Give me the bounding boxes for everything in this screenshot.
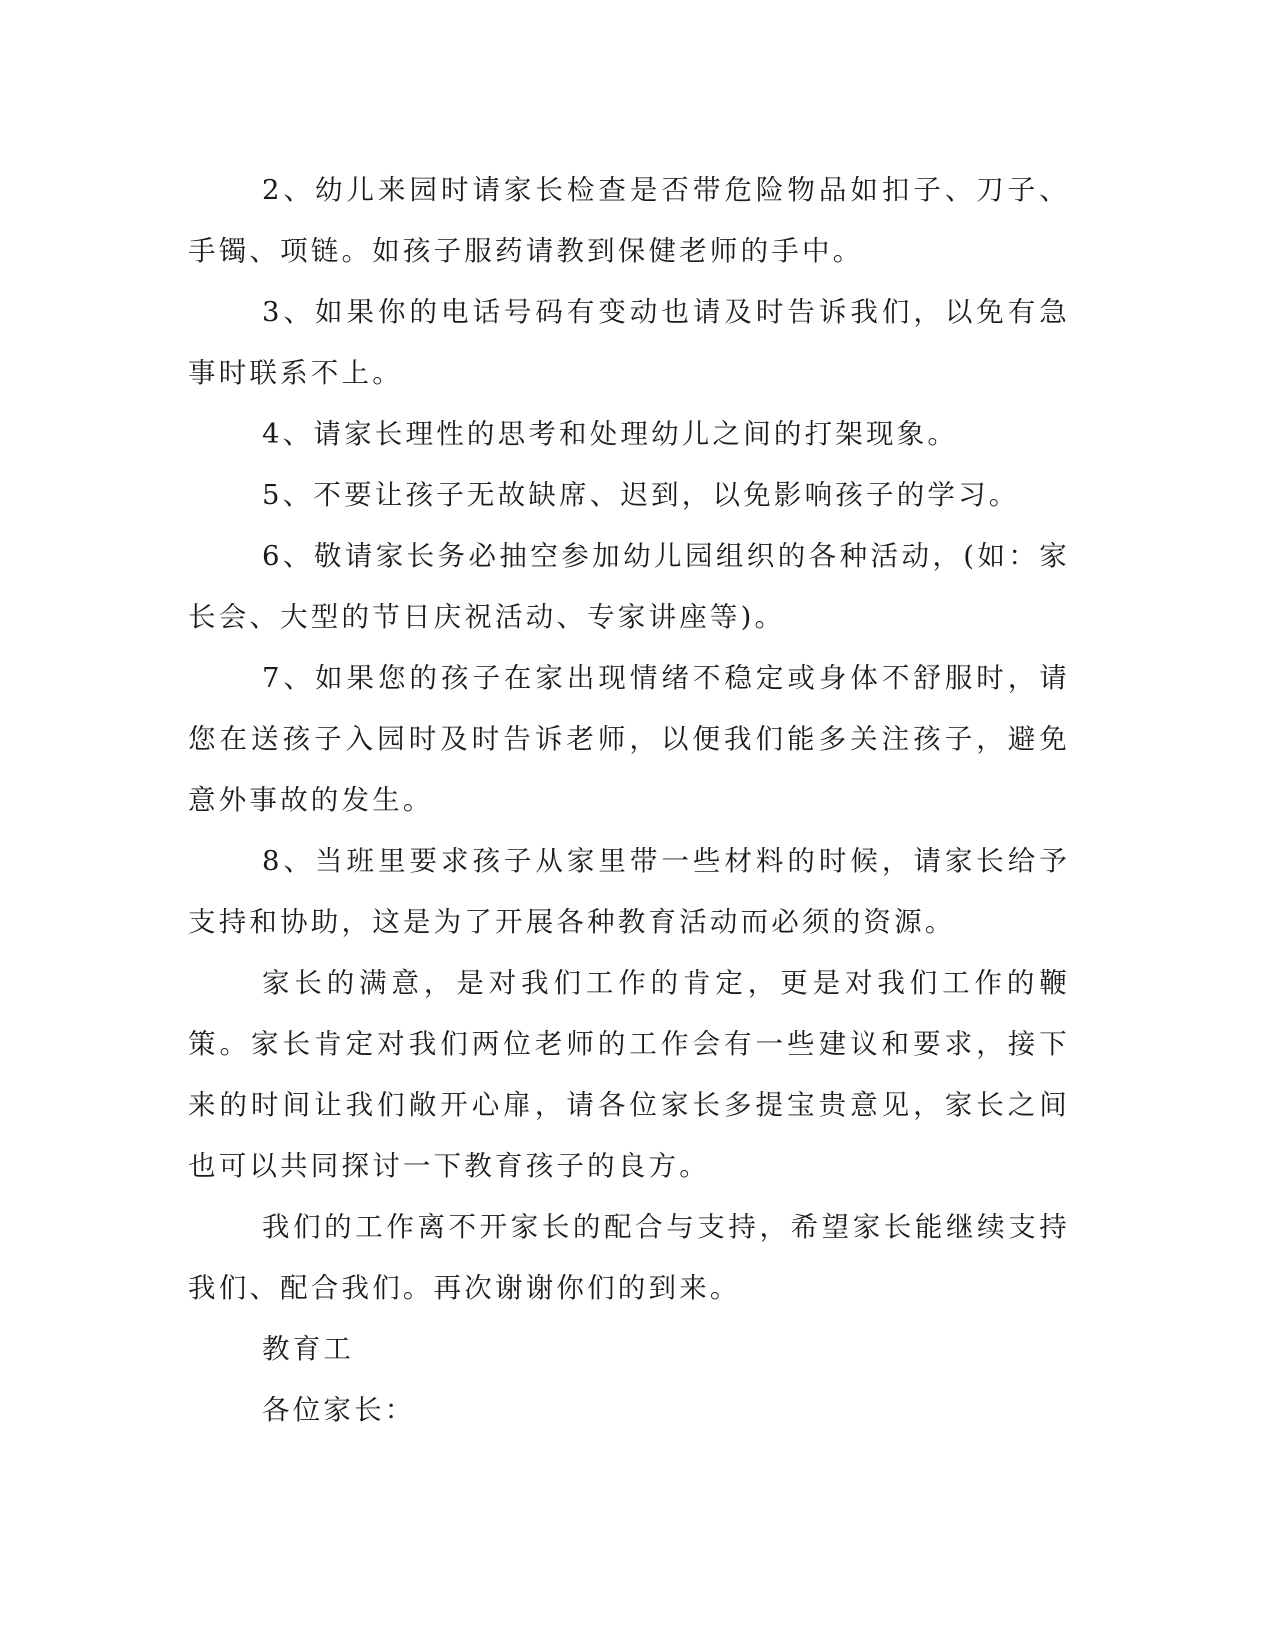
paragraph-thanks: 我们的工作离不开家长的配合与支持，希望家长能继续支持我们、配合我们。再次谢谢你们的到来。 bbox=[188, 1211, 1070, 1304]
paragraph-item-3-phone-change: 3、如果你的电话号码有变动也请及时告诉我们，以免有急事时联系不上。 bbox=[188, 296, 1070, 389]
paragraph-item-2-safety-check: 2、幼儿来园时请家长检查是否带危险物品如扣子、刀子、手镯、项链。如孩子服药请教到保健老师的手中。 bbox=[188, 174, 1070, 267]
paragraph-item-5-attendance: 5、不要让孩子无故缺席、迟到，以免影响孩子的学习。 bbox=[262, 479, 1020, 511]
paragraph-salutation: 各位家长： bbox=[262, 1394, 416, 1426]
paragraph-satisfaction: 家长的满意，是对我们工作的肯定，更是对我们工作的鞭策。家长肯定对我们两位老师的工作会有一些建议和要求，接下来的时间让我们敞开心扉，请各位家长多提宝贵意见，家长之间也可以共同探讨一下教育孩子的良方。 bbox=[188, 967, 1070, 1182]
paragraph-item-6-activities: 6、敬请家长务必抽空参加幼儿园组织的各种活动，(如：家长会、大型的节日庆祝活动、专家讲座等)。 bbox=[188, 540, 1070, 633]
document-body bbox=[188, 160, 1070, 1441]
paragraph-item-7-health: 7、如果您的孩子在家出现情绪不稳定或身体不舒服时，请您在送孩子入园时及时告诉老师，以便我们能多关注孩子，避免意外事故的发生。 bbox=[188, 662, 1070, 816]
paragraph-item-4-conflicts: 4、请家长理性的思考和处理幼儿之间的打架现象。 bbox=[262, 418, 959, 450]
paragraph-item-8-materials: 8、当班里要求孩子从家里带一些材料的时候，请家长给予支持和协助，这是为了开展各种教育活动而必须的资源。 bbox=[188, 845, 1070, 938]
paragraph-signature: 教育工 bbox=[262, 1333, 355, 1365]
